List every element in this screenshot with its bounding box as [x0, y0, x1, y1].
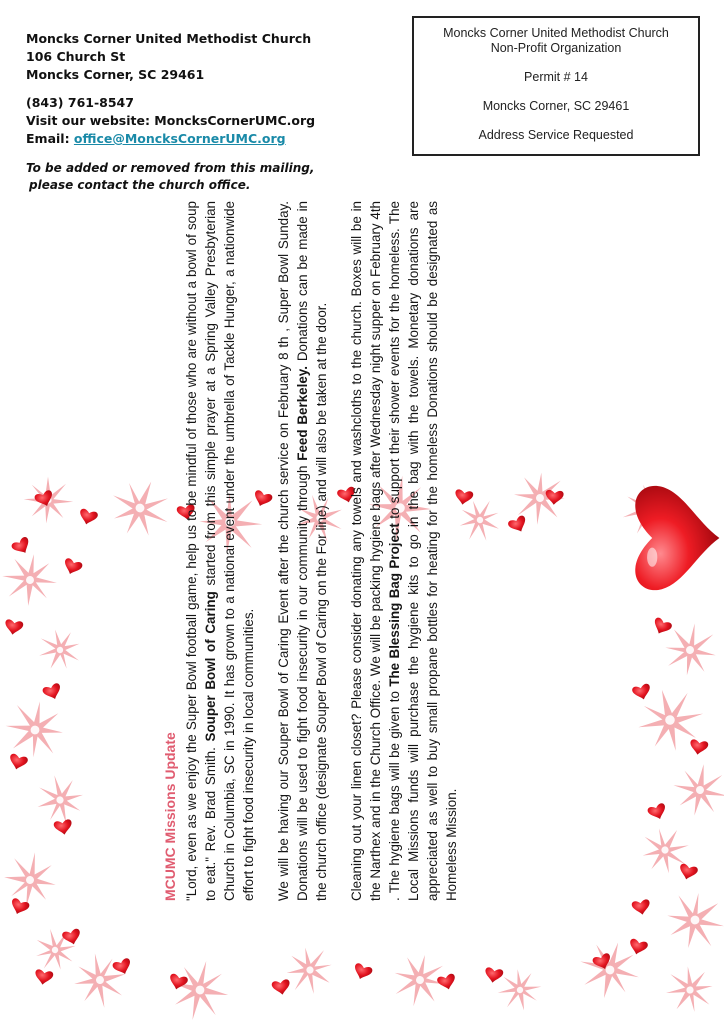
heart-icon — [436, 973, 457, 992]
article-title: MCUMC Missions Update — [162, 732, 178, 901]
permit-type: Non-Profit Organization — [490, 41, 622, 55]
church-phone: (843) 761-8547 — [26, 95, 134, 110]
heart-icon — [167, 973, 188, 992]
p2-bold: Feed Berkeley. — [295, 366, 310, 461]
mailing-note-line-1: To be added or removed from this mailing, — [26, 161, 315, 175]
church-name: Moncks Corner United Methodist Church — [26, 31, 312, 46]
mailing-note — [26, 160, 356, 194]
church-website: Visit our website: MoncksCornerUMC.org — [26, 113, 316, 128]
heart-icon — [271, 979, 291, 996]
return-address — [26, 30, 356, 194]
missions-article — [161, 201, 645, 901]
postage-permit-box — [412, 16, 700, 156]
starburst-decoration — [31, 621, 89, 678]
p1-text-a: "Lord, even as we enjoy the Super Bowl football game, help us to be mindful of those who are without a bowl of soup to eat." Rev. Brad Smith. — [184, 201, 218, 901]
p3-text-b: to support their shower events for the homeless. The Local Missions funds will purchase the hygiene kits to go in the bag with the towels. Monetary donations are appreciated as well to buy small propane bottles for heating for the homeless Donations should be designated as Homeless Mission. — [387, 201, 459, 901]
p1-bold: Souper Bowl of Caring — [203, 591, 218, 742]
permit-service: Address Service Requested — [478, 128, 634, 142]
heart-icon — [4, 619, 24, 636]
p3-text-a: Cleaning out your linen closet? Please consider donating any towels and washcloths to the church. Boxes will be in the Narthex and in the Church Office. We will be packing hygiene bags after Wednesday night supper on February 4th . The hygiene bags will be given to — [349, 201, 402, 901]
heart-icon — [7, 753, 28, 772]
permit-number: Permit # 14 — [524, 70, 588, 84]
starburst-decoration — [654, 879, 724, 962]
heart-icon — [631, 899, 651, 916]
starburst-decoration — [166, 956, 233, 1024]
heart-icon — [112, 957, 134, 977]
article-paragraph-2 — [274, 201, 331, 901]
heart-icon — [53, 819, 73, 836]
starburst-decoration — [670, 760, 724, 819]
heart-icon — [61, 928, 82, 947]
starburst-decoration — [656, 956, 723, 1023]
starburst-decoration — [1, 849, 58, 909]
starburst-decoration — [30, 769, 89, 830]
article-paragraph-3 — [347, 201, 461, 901]
heart-icon — [647, 802, 669, 822]
church-city: Moncks Corner, SC 29461 — [26, 67, 205, 82]
heart-icon — [677, 863, 698, 882]
p2-text-a: We will be having our Souper Bowl of Caring Event after the church service on February 8 th , Super Bowl Sunday. Donations will be used to fight food insecurity in our community through — [276, 201, 310, 901]
heart-icon — [651, 617, 673, 638]
starburst-decoration — [0, 552, 58, 608]
heart-icon — [77, 508, 98, 527]
p1-text-b: started from this simple prayer at a Spring Valley Presbyterian Church in Columbia, SC in 1990. It has grown to a national event under the umbrella of Tackle Hunger, a nationwide effort to fight food insecurity in local communities. — [203, 201, 256, 901]
church-email-line — [26, 130, 356, 148]
heart-icon — [42, 682, 64, 702]
heart-icon — [484, 967, 504, 984]
article-paragraph-1 — [182, 201, 258, 901]
heart-icon — [61, 557, 83, 577]
heart-icon — [10, 536, 33, 557]
church-street: 106 Church St — [26, 49, 126, 64]
permit-org: Moncks Corner United Methodist Church — [443, 26, 669, 40]
starburst-decoration — [69, 948, 132, 1013]
email-link[interactable]: office@MoncksCornerUMC.org — [73, 131, 286, 146]
heart-icon — [351, 962, 373, 982]
permit-city: Moncks Corner, SC 29461 — [482, 99, 630, 113]
heart-icon — [34, 969, 54, 986]
heart-icon — [689, 739, 709, 756]
mailing-note-line-2: please contact the church office. — [29, 178, 251, 192]
p2-text-b: Donations can be made in the church office (designate Souper Bowl of Caring on the For line) and will also be taken at the door. — [295, 201, 329, 901]
heart-icon — [627, 938, 648, 957]
p3-bold: The Blessing Bag Project — [387, 523, 402, 687]
email-label: Email: — [26, 131, 74, 146]
starburst-decoration — [277, 937, 343, 1004]
